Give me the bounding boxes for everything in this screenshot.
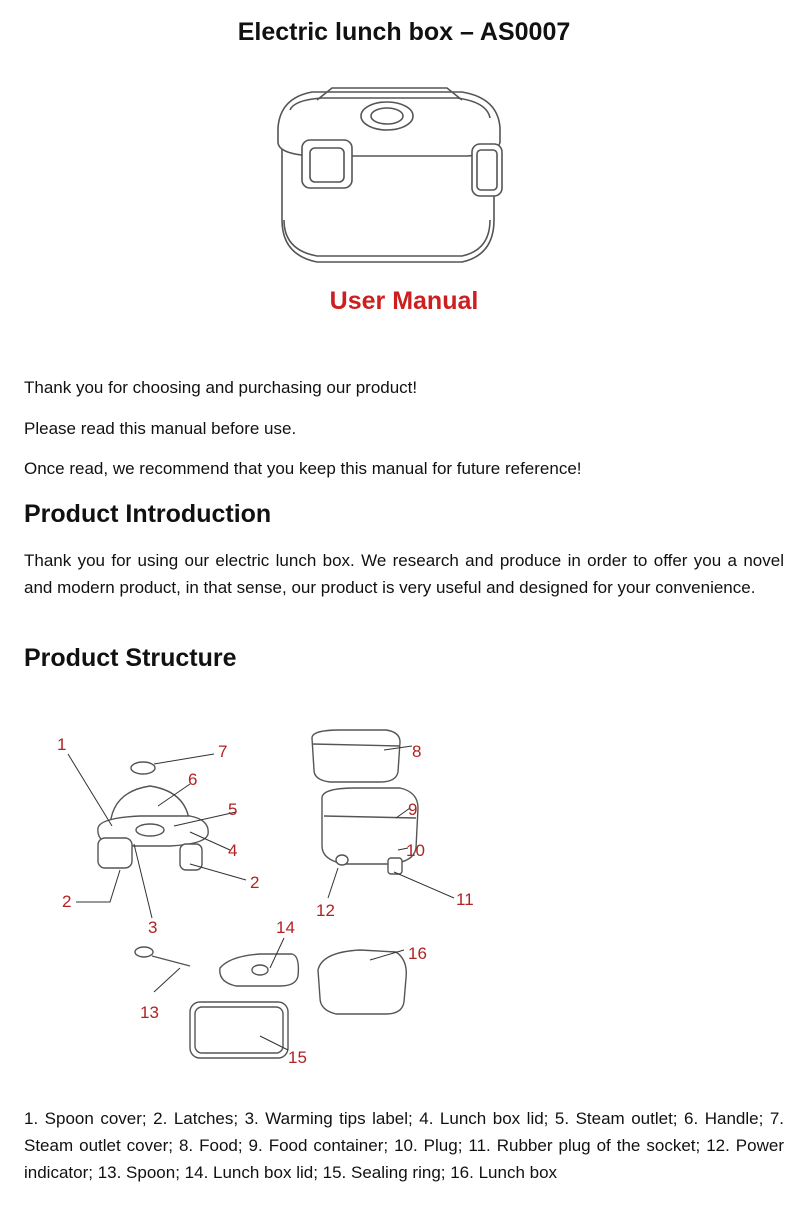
lunch-box-illustration [262,70,512,280]
callout-11: 11 [456,890,474,909]
callout-10: 10 [406,841,425,860]
sealing-ring-part [190,1002,288,1058]
callout-4: 4 [228,841,238,860]
callout-2a: 2 [62,892,72,911]
food-container-part [322,788,418,864]
intro-line-3: Once read, we recommend that you keep this manual for future reference! [24,459,582,478]
spoon-part [135,947,153,957]
product-introduction-text: Thank you for using our electric lunch box. We research and produce in order to offer you a novel and modern product, in that sense, our product is very useful and designed for your convenience. [24,551,784,597]
callout-7: 7 [218,742,228,761]
callout-1: 1 [57,735,67,754]
lunch-box-part [318,950,406,1014]
callout-5: 5 [228,800,238,819]
power-indicator-part [336,855,348,865]
steam-outlet-cover-part [131,762,155,774]
callout-9: 9 [408,800,418,819]
callout-12: 12 [316,901,335,920]
callout-6: 6 [188,770,198,789]
intro-line-2: Please read this manual before use. [24,419,297,438]
callout-14: 14 [276,918,295,937]
document-title: Electric lunch box – AS0007 [237,18,571,46]
callout-8: 8 [412,742,422,761]
food-part [312,730,400,782]
product-structure-heading: Product Structure [24,644,237,672]
callout-16: 16 [408,944,427,963]
parts-drawing [40,720,510,1080]
callout-3: 3 [148,918,158,937]
callout-13: 13 [140,1003,159,1022]
parts-legend: 1. Spoon cover; 2. Latches; 3. Warming tips label; 4. Lunch box lid; 5. Steam outlet; 6. Handle; 7. Steam outlet cover; 8. Food; 9. Food container; 10. Plug; 11. Rubber plug of the socket; 12. Power indicator; 13. Spoon; 14. Lunch box lid; 15. Sealing ring; 16. Lunch box [24,1109,784,1182]
callout-2b: 2 [250,873,260,892]
rubber-plug-part [388,858,402,874]
product-structure-diagram [40,720,510,1080]
callout-15: 15 [288,1048,307,1067]
latch-left-part [98,838,132,868]
manual-label: User Manual [329,287,479,315]
product-introduction-heading: Product Introduction [24,500,272,528]
intro-line-1: Thank you for choosing and purchasing our product! [24,378,418,397]
